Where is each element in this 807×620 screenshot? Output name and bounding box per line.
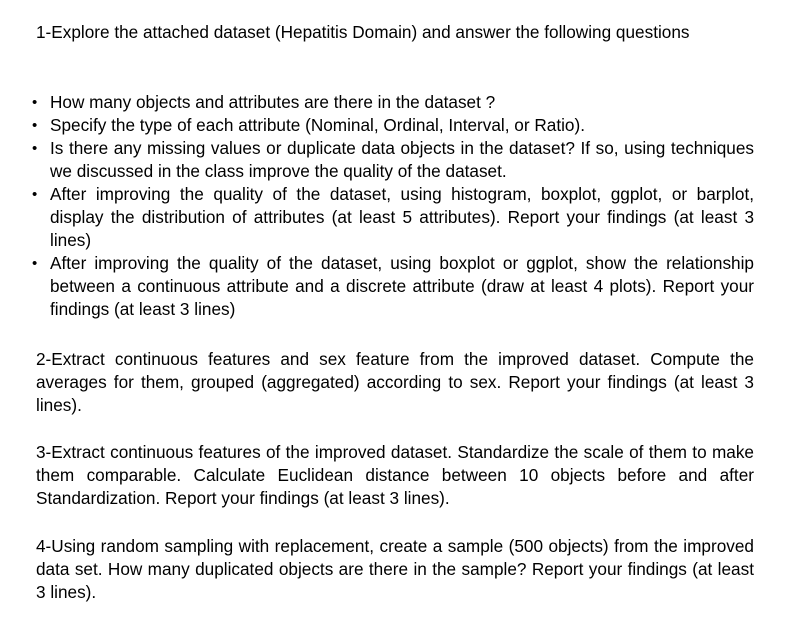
list-item [30,252,754,321]
bullet-icon: • [32,94,38,111]
bullet-text: After improving the quality of the dataset, using histogram, boxplot, ggplot, or barplot, display the distribution of attributes (at least 5 attributes). Report your findings (at least 3 lines) [50,184,754,250]
bullet-icon: • [32,186,38,203]
question-2-text: 2-Extract continuous features and sex feature from the improved dataset. Compute the averages for them, grouped (aggregated) according to sex. Report your findings (at least 3 lines). [36,349,754,415]
bullet-text: How many objects and attributes are there in the dataset ? [50,92,496,112]
bullet-text: After improving the quality of the dataset, using boxplot or ggplot, show the relationship between a continuous attribute and a discrete attribute (draw at least 4 plots). Report your findings (at least 3 lines) [50,253,754,319]
bullet-icon: • [32,255,38,272]
list-item [30,91,754,114]
question-1-bullet-list [30,91,754,321]
list-item [30,114,754,137]
list-item [30,183,754,252]
question-1-text: 1-Explore the attached dataset (Hepatitis Domain) and answer the following questions [36,22,690,42]
list-item [30,137,754,183]
bullet-text: Specify the type of each attribute (Nominal, Ordinal, Interval, or Ratio). [50,115,585,135]
bullet-icon: • [32,140,38,157]
question-3-text: 3-Extract continuous features of the improved dataset. Standardize the scale of them to make them comparable. Calculate Euclidean distance between 10 objects before and after Standardization. Report your findings (at least 3 lines). [36,442,754,508]
bullet-text: Is there any missing values or duplicate data objects in the dataset? If so, using techniques we discussed in the class improve the quality of the dataset. [50,138,754,181]
question-4-text: 4-Using random sampling with replacement, create a sample (500 objects) from the improved data set. How many duplicated objects are there in the sample? Report your findings (at least 3 lines). [36,536,754,602]
bullet-icon: • [32,117,38,134]
